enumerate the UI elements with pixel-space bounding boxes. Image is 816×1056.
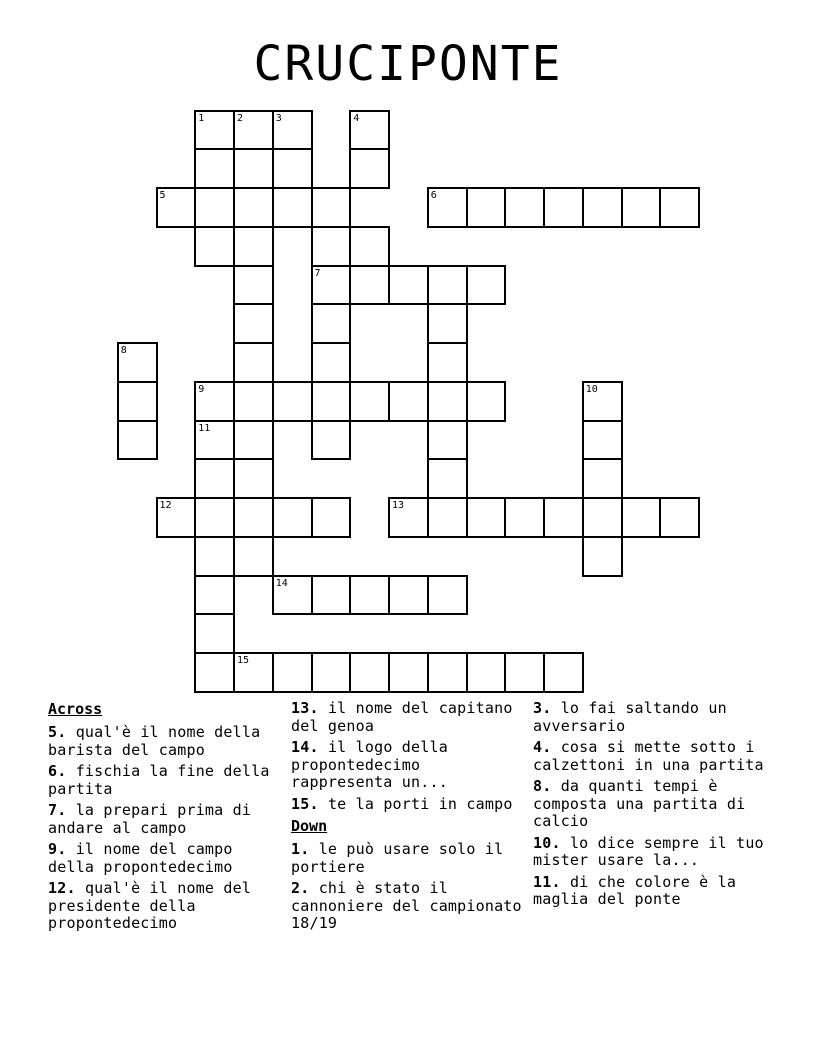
- grid-cell[interactable]: [194, 381, 235, 422]
- grid-cell[interactable]: [582, 497, 623, 538]
- clue-across-7: [48, 802, 280, 837]
- clue-text: lo dice sempre il tuo mister usare la...: [533, 833, 764, 869]
- grid-cell[interactable]: [427, 652, 468, 693]
- grid-cell[interactable]: [427, 497, 468, 538]
- clue-number: 8.: [533, 777, 552, 795]
- clue-number: 14.: [291, 738, 319, 756]
- grid-cell[interactable]: [349, 265, 390, 306]
- grid-cell[interactable]: [349, 381, 390, 422]
- grid-cell[interactable]: [233, 110, 274, 151]
- clue-number: 11.: [533, 872, 561, 891]
- clue-text: di che colore è la maglia del ponte: [533, 872, 737, 908]
- grid-cell[interactable]: [233, 536, 274, 577]
- grid-cell[interactable]: [504, 497, 545, 538]
- grid-cell[interactable]: [349, 652, 390, 693]
- clue-across-12: [48, 880, 280, 933]
- clue-text: il nome del capitano del genoa: [291, 699, 513, 735]
- grid-cell[interactable]: [582, 458, 623, 499]
- cell-number: 14: [275, 577, 288, 589]
- cell-number: 7: [314, 267, 321, 279]
- grid-cell[interactable]: [233, 265, 274, 306]
- grid-cell[interactable]: [504, 187, 545, 228]
- clue-text: la prepari prima di andare al campo: [48, 801, 252, 837]
- grid-cell[interactable]: [233, 187, 274, 228]
- grid-cell[interactable]: [427, 187, 468, 228]
- grid-cell[interactable]: [233, 458, 274, 499]
- grid-cell[interactable]: [156, 187, 197, 228]
- grid-cell[interactable]: [233, 497, 274, 538]
- grid-cell[interactable]: [233, 226, 274, 267]
- clue-down-8: [533, 778, 765, 831]
- grid-cell[interactable]: [659, 497, 700, 538]
- grid-cell[interactable]: [311, 381, 352, 422]
- grid-cell[interactable]: [233, 342, 274, 383]
- cell-number: 10: [585, 383, 598, 395]
- clue-down-2: [291, 880, 523, 933]
- grid-cell[interactable]: [349, 110, 390, 151]
- grid-cell[interactable]: [466, 652, 507, 693]
- grid-cell[interactable]: [311, 303, 352, 344]
- grid-cell[interactable]: [427, 342, 468, 383]
- clue-text: te la porti in campo: [327, 794, 513, 813]
- grid-cell[interactable]: [272, 381, 313, 422]
- grid-cell[interactable]: [388, 575, 429, 616]
- grid-cell[interactable]: [311, 226, 352, 267]
- cell-number: 9: [198, 383, 205, 395]
- clue-down-3: [533, 700, 765, 735]
- grid-cell[interactable]: [311, 187, 352, 228]
- clue-number: 10.: [533, 833, 561, 852]
- clues-column-2: [291, 700, 523, 937]
- grid-cell[interactable]: [349, 575, 390, 616]
- clue-number: 13.: [291, 699, 319, 717]
- grid-cell[interactable]: [466, 265, 507, 306]
- grid-cell[interactable]: [233, 148, 274, 189]
- grid-cell[interactable]: [388, 265, 429, 306]
- clue-text: cosa si mette sotto i calzettoni in una partita: [533, 738, 764, 774]
- clue-number: 4.: [533, 738, 552, 756]
- grid-cell[interactable]: [311, 652, 352, 693]
- clues-section: [48, 700, 778, 1000]
- puzzle-title: CRUCIPONTE: [253, 36, 563, 92]
- grid-cell[interactable]: [233, 381, 274, 422]
- grid-cell[interactable]: [427, 265, 468, 306]
- clue-number: 2.: [291, 879, 310, 897]
- across-heading: Across: [48, 700, 103, 718]
- cell-number: 1: [198, 112, 205, 124]
- clue-number: 6.: [48, 762, 67, 780]
- grid-cell[interactable]: [582, 420, 623, 461]
- clue-text: fischia la fine della partita: [48, 762, 270, 798]
- grid-cell[interactable]: [543, 497, 584, 538]
- clues-column-3: [533, 700, 765, 913]
- cell-number: 13: [392, 500, 405, 511]
- grid-cell[interactable]: [194, 420, 235, 461]
- grid-cell[interactable]: [388, 497, 429, 538]
- grid-cell[interactable]: [349, 226, 390, 267]
- clue-text: il logo della propontedecimo rappresenta un...: [291, 738, 448, 791]
- grid-cell[interactable]: [427, 303, 468, 344]
- grid-cell[interactable]: [311, 575, 352, 616]
- clue-number: 7.: [48, 801, 67, 819]
- grid-cell[interactable]: [466, 381, 507, 422]
- grid-cell[interactable]: [466, 497, 507, 538]
- grid-cell[interactable]: [272, 187, 313, 228]
- clue-text: qual'è il nome del presidente della propontedecimo: [48, 879, 252, 932]
- clue-down-11: [533, 874, 765, 909]
- grid-cell[interactable]: [311, 265, 352, 306]
- grid-cell[interactable]: [543, 187, 584, 228]
- clue-text: le può usare solo il portiere: [291, 840, 504, 876]
- cell-number: 2: [237, 112, 244, 124]
- grid-cell[interactable]: [194, 575, 235, 616]
- grid-cell[interactable]: [194, 536, 235, 577]
- cell-number: 8: [120, 345, 127, 356]
- grid-cell[interactable]: [194, 226, 235, 267]
- grid-cell[interactable]: [504, 652, 545, 693]
- clue-number: 12.: [48, 879, 76, 897]
- grid-cell[interactable]: [311, 497, 352, 538]
- grid-cell[interactable]: [194, 497, 235, 538]
- clue-across-14: [291, 739, 523, 792]
- clue-text: qual'è il nome della barista del campo: [48, 723, 261, 759]
- grid-cell[interactable]: [427, 381, 468, 422]
- grid-cell[interactable]: [621, 187, 662, 228]
- clue-across-13: [291, 700, 523, 735]
- grid-cell[interactable]: [156, 497, 197, 538]
- clue-down-4: [533, 739, 765, 774]
- grid-cell[interactable]: [582, 381, 623, 422]
- grid-cell[interactable]: [311, 342, 352, 383]
- clue-down-10: [533, 835, 765, 870]
- grid-cell[interactable]: [311, 420, 352, 461]
- clue-number: 5.: [48, 723, 67, 741]
- grid-cell[interactable]: [194, 613, 235, 654]
- grid-cell[interactable]: [117, 381, 158, 422]
- cell-number: 11: [198, 422, 211, 434]
- grid-cell[interactable]: [427, 458, 468, 499]
- grid-cell[interactable]: [272, 652, 313, 693]
- grid-cell[interactable]: [349, 148, 390, 189]
- cell-number: 6: [430, 190, 437, 201]
- clue-across-5: [48, 724, 280, 759]
- grid-cell[interactable]: [582, 536, 623, 577]
- down-heading: Down: [291, 817, 328, 835]
- clue-number: 15.: [291, 794, 319, 813]
- grid-cell[interactable]: [388, 652, 429, 693]
- grid-cell[interactable]: [272, 110, 313, 151]
- grid-cell[interactable]: [272, 148, 313, 189]
- clue-text: lo fai saltando un avversario: [533, 699, 727, 735]
- clues-column-1: [48, 700, 280, 937]
- grid-cell[interactable]: [466, 187, 507, 228]
- grid-cell[interactable]: [117, 342, 158, 383]
- grid-cell[interactable]: [272, 497, 313, 538]
- grid-cell[interactable]: [194, 187, 235, 228]
- grid-cell[interactable]: [427, 420, 468, 461]
- grid-cell[interactable]: [233, 420, 274, 461]
- grid-cell[interactable]: [233, 652, 274, 693]
- grid-cell[interactable]: [233, 303, 274, 344]
- cell-number: 15: [237, 655, 250, 666]
- clue-text: da quanti tempi è composta una partita di calcio: [533, 777, 746, 830]
- grid-cell[interactable]: [621, 497, 662, 538]
- grid-cell[interactable]: [194, 110, 235, 151]
- clue-number: 9.: [48, 840, 67, 858]
- clue-across-9: [48, 841, 280, 876]
- grid-cell[interactable]: [117, 420, 158, 461]
- grid-cell[interactable]: [194, 458, 235, 499]
- grid-cell[interactable]: [543, 652, 584, 693]
- cell-number: 4: [353, 112, 360, 124]
- clue-across-6: [48, 763, 280, 798]
- clue-number: 1.: [291, 840, 310, 858]
- grid-cell[interactable]: [659, 187, 700, 228]
- clue-across-15: [291, 796, 523, 814]
- grid-cell[interactable]: [194, 652, 235, 693]
- clue-number: 3.: [533, 699, 552, 717]
- grid-cell[interactable]: [427, 575, 468, 616]
- clue-text: chi è stato il cannoniere del campionato 18/19: [291, 879, 522, 932]
- clue-text: il nome del campo della propontedecimo: [48, 840, 233, 876]
- grid-cell[interactable]: [388, 381, 429, 422]
- cell-number: 3: [275, 112, 282, 124]
- cell-number: 12: [159, 500, 172, 511]
- cell-number: 5: [159, 190, 166, 201]
- grid-cell[interactable]: [194, 148, 235, 189]
- grid-cell[interactable]: [272, 575, 313, 616]
- grid-cell[interactable]: [582, 187, 623, 228]
- clue-down-1: [291, 841, 523, 876]
